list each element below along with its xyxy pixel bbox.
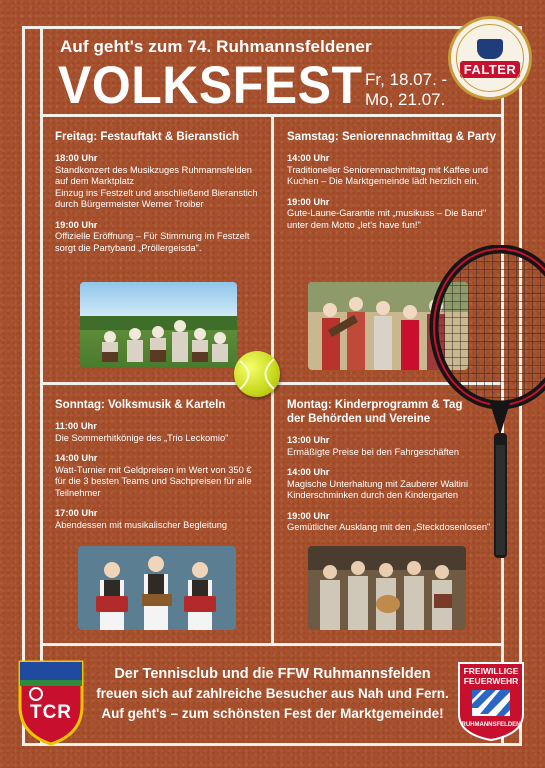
day-heading: Freitag: Festauftakt & Bieranstich xyxy=(55,131,240,143)
falter-brewery-logo xyxy=(448,16,532,100)
logo-ring xyxy=(456,24,524,92)
footer-message xyxy=(90,664,455,724)
event-text: Die Sommerhitkönige des „Trio Leckomio" xyxy=(55,432,229,443)
event-time: 19:00 Uhr xyxy=(287,510,330,521)
event-item xyxy=(55,220,265,255)
header-subtitle: Auf geht's zum 74. Ruhmannsfeldener xyxy=(60,37,372,56)
footer-line-3: Auf geht's – zum schönsten Fest der Marktgemeinde! xyxy=(101,706,444,721)
event-time: 14:00 Uhr xyxy=(55,453,98,463)
event-dates xyxy=(365,70,447,110)
event-text: Offizielle Eröffnung – Für Stimmung im Festzelt sorgt die Partyband „Pröllergeisda". xyxy=(55,231,250,253)
event-time: 18:00 Uhr xyxy=(55,153,98,163)
tcr-letters: TCR xyxy=(29,702,73,723)
ffw-line-2: FEUERWEHR xyxy=(463,676,519,686)
ffw-line-1: FREIWILLIGE xyxy=(463,666,519,676)
header-title: VOLKSFEST xyxy=(58,56,363,115)
sponsor-name: FALTER xyxy=(460,61,521,78)
day-sunday xyxy=(55,398,267,540)
tennis-racket-icon xyxy=(420,245,545,565)
event-time: 11:00 Uhr xyxy=(55,421,97,431)
ffw-line-3: RUHMANNSFELDEN xyxy=(461,722,521,728)
court-line-inner-left xyxy=(40,26,43,746)
event-text: Standkonzert des Musikzuges Ruhmannsfelden auf dem Marktplatz Einzug ins Festzelt und anschließend Bieranstich durch Bürgermeister Werner Troiber xyxy=(55,164,258,209)
court-line-baseline xyxy=(22,743,522,746)
footer-line-2: freuen sich auf zahlreiche Besucher aus Nah und Fern. xyxy=(96,686,449,701)
event-item xyxy=(287,153,497,188)
event-text: Traditioneller Seniorennachmittag mit Kaffee und Kuchen – Die Marktgemeinde lädt herzlich ein. xyxy=(287,164,489,186)
event-time: 13:00 Uhr xyxy=(287,435,330,445)
day-saturday xyxy=(287,130,497,240)
event-time: 14:00 Uhr xyxy=(287,467,330,477)
event-text: Abendessen mit musikalischer Begleitung xyxy=(55,519,228,530)
day-friday xyxy=(55,130,265,263)
tennis-ball-icon xyxy=(234,351,280,397)
ffw-feuerwehr-logo xyxy=(456,660,526,742)
day-heading: Samstag: Seniorennachmittag & Party xyxy=(287,131,496,143)
day-heading: Sonntag: Volksmusik & Karteln xyxy=(55,399,226,411)
event-time: 17:00 Uhr xyxy=(55,508,98,518)
event-text: Magische Unterhaltung mit Zauberer Waltini Kinderschminken durch den Kindergarten xyxy=(287,478,469,500)
event-item xyxy=(55,508,267,531)
event-item xyxy=(55,421,267,444)
event-text: Gemütlicher Ausklang mit den „Steckdosenlosen" xyxy=(287,522,491,532)
event-item xyxy=(287,197,497,232)
event-item xyxy=(55,453,267,499)
event-text: Ermäßigte Preise bei den Fahrgeschäften xyxy=(287,446,460,457)
tcr-tennisclub-logo xyxy=(14,656,88,746)
event-text: Watt-Turnier mit Geldpreisen im Wert von 350 € für die 3 besten Teams und Sachpreisen für alle Teilnehmer xyxy=(55,464,252,498)
event-text: Gute-Laune-Garantie mit „musikuss – Die Band" unter dem Motto „let's have fun!" xyxy=(287,208,487,230)
footer-line-1: Der Tennisclub und die FFW Ruhmannsfelden xyxy=(114,666,431,682)
event-time: 14:00 Uhr xyxy=(287,153,330,163)
court-line-left xyxy=(22,26,25,746)
event-item xyxy=(55,153,265,211)
event-time: 19:00 Uhr xyxy=(55,219,98,230)
event-time: 19:00 Uhr xyxy=(287,196,330,207)
court-line-bottom-service xyxy=(40,643,504,646)
day-heading: Montag: Kinderprogramm & Tag der Behörden und Vereine xyxy=(287,399,463,425)
date-start: Fr, 18.07. - xyxy=(365,70,448,89)
band-photo-trio-leckomio xyxy=(78,546,236,630)
band-photo-proellergeisda xyxy=(80,282,237,368)
date-end: Mo, 21.07. xyxy=(365,90,446,109)
court-line-top xyxy=(22,26,522,29)
